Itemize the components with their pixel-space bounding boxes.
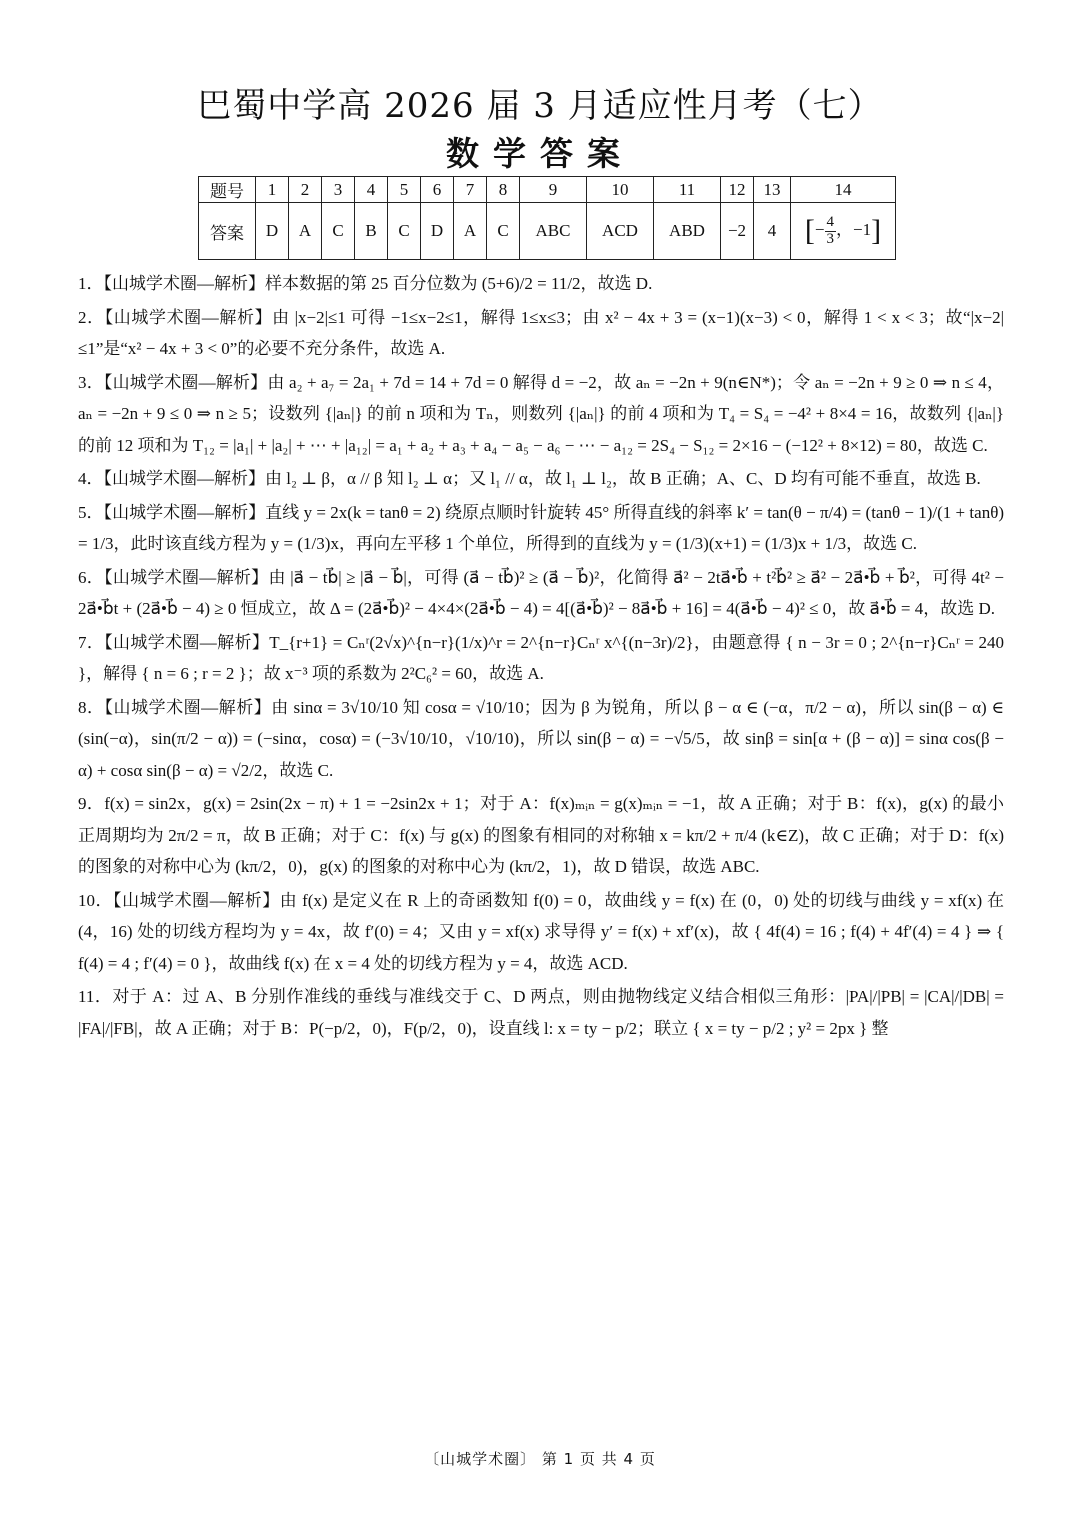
answer-table-question-row: [199, 177, 896, 203]
table-cell-a: C: [322, 203, 355, 260]
table-cell-q: 6: [421, 177, 454, 203]
table-cell-a: ABC: [520, 203, 587, 260]
answer-table: [198, 176, 896, 260]
table-cell-q: 7: [454, 177, 487, 203]
table-cell-q: 13: [754, 177, 791, 203]
table-cell-q: 11: [654, 177, 721, 203]
table-cell-a: B: [355, 203, 388, 260]
solution-10: 10．【山城学术圈—解析】由 f(x) 是定义在 R 上的奇函数知 f(0) = 0，故曲线 y = f(x) 在 (0，0) 处的切线与曲线 y = xf(x) 在 (4，16) 处的切线方程均为 y = 4x，故 f′(0) = 4；又由 y = xf(x) 求导得 y′ = f(x) + xf′(x)，故 { 4f(4) = 16 ; f(4) + 4f′(4) = 4 } ⇒ { f(4) = 4 ; f′(4) = 0 }，故曲线 f(x) 在 x = 4 处的切线方程为 y = 4，故选 ACD.: [78, 890, 1004, 973]
solution-6: 6．【山城学术圈—解析】由 |a⃗ − tb⃗| ≥ |a⃗ − b⃗|，可得 (a⃗ − tb⃗)² ≥ (a⃗ − b⃗)²，化简得 a⃗² − 2ta⃗•b⃗ + t²b⃗² ≥ a⃗² − 2a⃗•b⃗ + b⃗²，可得 4t² − 2a⃗•b⃗t + (2a⃗•b⃗ − 4) ≥ 0 恒成立，故 Δ = (2a⃗•b⃗)² − 4×4×(2a⃗•b⃗ − 4) = 4[(a⃗•b⃗)² − 8a⃗•b⃗ + 16] = 4(a⃗•b⃗ − 4)² ≤ 0，故 a⃗•b⃗ = 4，故选 D.: [78, 567, 1004, 618]
fraction: $\frac{4}{3}$: [826, 213, 834, 247]
table-cell-a: ABD: [654, 203, 721, 260]
solution-1: 1．【山城学术圈—解析】样本数据的第 25 百分位数为 (5+6)/2 = 11/2，故选 D.: [78, 274, 653, 293]
page-footer: 〔山城学术圈〕 第 1 页 共 4 页: [424, 1450, 656, 1468]
solution-3: 3．【山城学术圈—解析】由 a₂ + a₇ = 2a₁ + 7d = 14 + 7d = 0 解得 d = −2，故 aₙ = −2n + 9(n∈N*)；令 aₙ = −2n + 9 ≥ 0 ⇒ n ≤ 4， aₙ = −2n + 9 ≤ 0 ⇒ n ≥ 5；设数列 {|aₙ|} 的前 n 项和为 Tₙ，则数列 {|aₙ|} 的前 4 项和为 T₄ = S₄ = −4² + 8×4 = 16，故数列 {|aₙ|} 的前 12 项和为 T₁₂ = |a₁| + |a₂| + ⋯ + |a₁₂| = a₁ + a₂ + a₃ + a₄ − a₅ − a₆ − ⋯ − a₁₂ = 2S₄ − S₁₂ = 2×16 − (−12² + 8×12) = 80，故选 C.: [78, 372, 1004, 455]
table-cell-a: D: [421, 203, 454, 260]
table-cell-q: 8: [487, 177, 520, 203]
table-cell-a: C: [388, 203, 421, 260]
solutions-body: [78, 268, 1004, 1046]
solution-8: 8．【山城学术圈—解析】由 sinα = 3√10/10 知 cosα = √10/10；因为 β 为锐角，所以 β − α ∈ (−α，π/2 − α)，所以 sin(β − α) ∈ (sin(−α)，sin(π/2 − α)) = (−sinα，cosα) = (−3√10/10，√10/10)，所以 sin(β − α) = −√5/5，故 sinβ = sin[α + (β − α)] = sinα cos(β − α) + cosα sin(β − α) = √2/2，故选 C.: [78, 697, 1004, 780]
solution-5: 5．【山城学术圈—解析】直线 y = 2x(k = tanθ = 2) 绕原点顺时针旋转 45° 所得直线的斜率 k′ = tan(θ − π/4) = (tanθ − 1)/(1 + tanθ) = 1/3，此时该直线方程为 y = (1/3)x，再向左平移 1 个单位，所得到的直线为 y = (1/3)(x+1) = (1/3)x + 1/3，故选 C.: [78, 502, 1004, 553]
table-cell-q: 12: [721, 177, 754, 203]
table-cell-a-q14: [− $\frac{4}{3}$ ，−1]: [791, 203, 896, 260]
table-cell-a: D: [256, 203, 289, 260]
table-cell-q: 10: [587, 177, 654, 203]
table-cell-q: 1: [256, 177, 289, 203]
solution-4: 4．【山城学术圈—解析】由 l₂ ⊥ β，α // β 知 l₂ ⊥ α；又 l₁ // α，故 l₁ ⊥ l₂，故 B 正确；A、C、D 均有可能不垂直，故选 B.: [78, 469, 981, 488]
table-cell-a: A: [454, 203, 487, 260]
table-cell-q: 14: [791, 177, 896, 203]
page-title: 巴蜀中学高 2026 届 3 月适应性月考（七）: [197, 86, 883, 126]
table-cell-q: 9: [520, 177, 587, 203]
table-cell-a: C: [487, 203, 520, 260]
solution-11: 11．对于 A：过 A、B 分别作准线的垂线与准线交于 C、D 两点，则由抛物线定义结合相似三角形：|PA|/|PB| = |CA|/|DB| = |FA|/|FB|，故 A 正确；对于 B：P(−p/2，0)，F(p/2，0)，设直线 l: x = ty − p/2；联立 { x = ty − p/2 ; y² = 2px } 整: [78, 987, 1004, 1038]
solution-2: 2．【山城学术圈—解析】由 |x−2|≤1 可得 −1≤x−2≤1，解得 1≤x≤3；由 x² − 4x + 3 = (x−1)(x−3) < 0，解得 1 < x < 3；故“|x−2|≤1”是“x² − 4x + 3 < 0”的必要不充分条件，故选 A.: [78, 307, 1004, 358]
answer-table-answer-row: [199, 203, 896, 260]
page-subtitle: 数学答案: [446, 134, 634, 173]
table-cell-a: A: [289, 203, 322, 260]
table-cell-q: 3: [322, 177, 355, 203]
table-label-answer: 答案: [199, 203, 256, 260]
table-cell-q: 5: [388, 177, 421, 203]
solution-7: 7．【山城学术圈—解析】T_{r+1} = Cₙʳ(2√x)^{n−r}(1/x)^r = 2^{n−r}Cₙʳ x^{(n−3r)/2}，由题意得 { n − 3r = 0 ; 2^{n−r}Cₙʳ = 240 }，解得 { n = 6 ; r = 2 }；故 x⁻³ 项的系数为 2²C₆² = 60，故选 A.: [78, 632, 1004, 683]
table-cell-a: −2: [721, 203, 754, 260]
solution-9: 9．f(x) = sin2x，g(x) = 2sin(2x − π) + 1 = −2sin2x + 1；对于 A：f(x)ₘᵢₙ = g(x)ₘᵢₙ = −1，故 A 正确；对于 B：f(x)，g(x) 的最小正周期均为 2π/2 = π，故 B 正确；对于 C：f(x) 与 g(x) 的图象有相同的对称轴 x = kπ/2 + π/4 (k∈Z)，故 C 正确；对于 D：f(x) 的图象的对称中心为 (kπ/2，0)，g(x) 的图象的对称中心为 (kπ/2，1)，故 D 错误，故选 ABC.: [78, 794, 1004, 876]
table-cell-a: 4: [754, 203, 791, 260]
table-cell-q: 2: [289, 177, 322, 203]
table-cell-a: ACD: [587, 203, 654, 260]
table-label-question: 题号: [199, 177, 256, 203]
table-cell-q: 4: [355, 177, 388, 203]
